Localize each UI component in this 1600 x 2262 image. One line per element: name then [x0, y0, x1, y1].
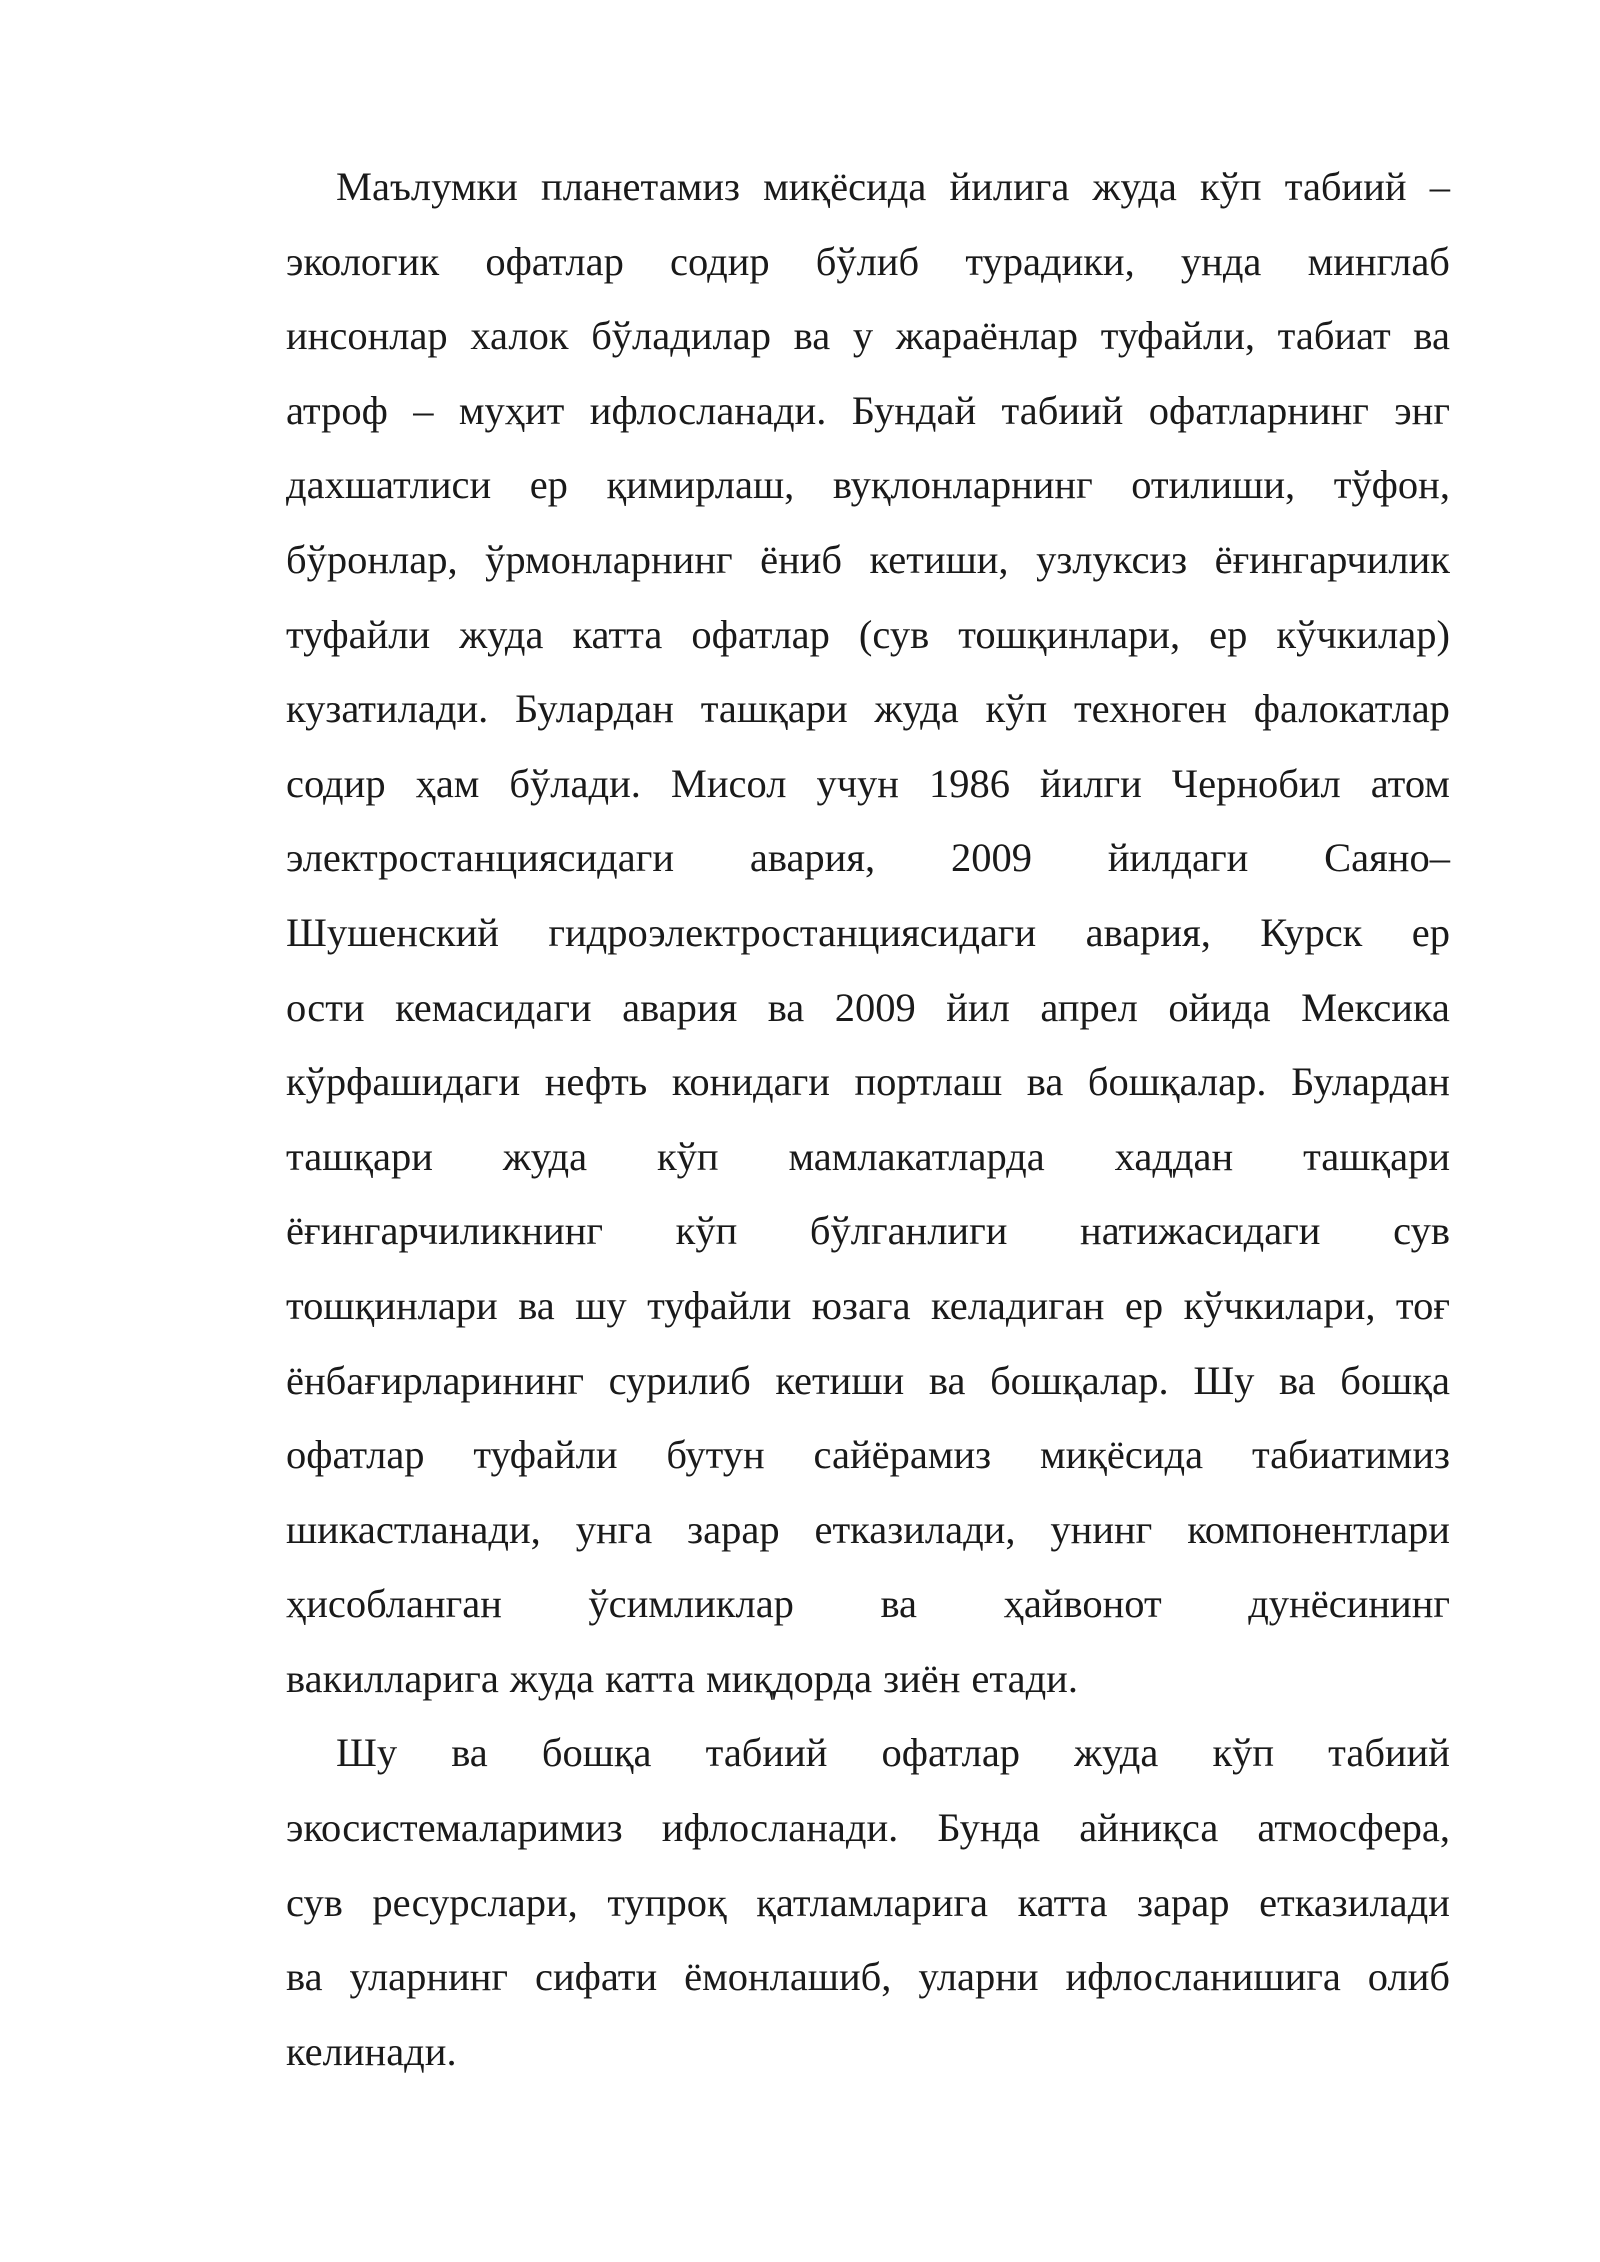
word: йил: [946, 984, 1010, 1030]
word: ёғингарчиликнинг: [286, 1208, 603, 1254]
word: кемасидаги: [395, 984, 592, 1030]
word: 2009: [834, 984, 916, 1030]
word: ер: [1411, 909, 1450, 955]
word: дахшатлиси: [286, 462, 492, 508]
word: қимирлаш,: [606, 462, 795, 508]
text-line: [286, 1269, 1450, 1344]
word: офатлар: [881, 1730, 1021, 1776]
text-line: [286, 1567, 1450, 1642]
word: олиб: [1367, 1954, 1450, 2000]
word: ва: [928, 1357, 966, 1403]
word: ифлосланади.: [661, 1805, 899, 1851]
word: ўсимликлар: [588, 1581, 794, 1627]
word: компонентлари: [1187, 1506, 1450, 1552]
word: табиий: [705, 1730, 828, 1776]
word: табиий: [1328, 1730, 1450, 1776]
word: содир: [286, 760, 386, 806]
word: авария: [622, 984, 738, 1030]
word: ёниб: [760, 536, 843, 582]
word: ва: [767, 984, 805, 1030]
word: фалокатлар: [1253, 686, 1450, 732]
word: техноген: [1073, 686, 1227, 732]
word: ва: [518, 1282, 555, 1328]
word: Чернобил: [1171, 760, 1341, 806]
word: миқёсида: [763, 164, 927, 209]
text-line: [286, 1418, 1450, 1493]
word: айниқса: [1079, 1805, 1219, 1851]
paragraph: [286, 1716, 1450, 2089]
word: ва: [1413, 313, 1450, 359]
word: бўлади.: [509, 760, 641, 806]
word: ер: [1124, 1282, 1164, 1328]
word: кўп: [985, 686, 1048, 732]
word: халок: [470, 313, 569, 359]
word: сайёрамиз: [813, 1432, 992, 1478]
word: бўладилар: [591, 313, 771, 359]
word: сифати: [534, 1954, 658, 2000]
word: ва: [1026, 1059, 1064, 1105]
word: Шу: [1193, 1357, 1255, 1403]
text-line: [286, 1791, 1450, 1866]
text-line: [286, 1344, 1450, 1419]
word: бошқа: [1340, 1357, 1450, 1403]
word: тўфон,: [1333, 462, 1450, 508]
text-line: [286, 747, 1450, 822]
text-line: [286, 1940, 1450, 2015]
word: тошқинлари: [286, 1282, 498, 1328]
word: конидаги: [671, 1059, 830, 1105]
word: шу: [575, 1282, 627, 1328]
word: зарар: [1137, 1879, 1230, 1925]
word: кетиши: [775, 1357, 905, 1403]
word: етказилади: [1259, 1879, 1450, 1925]
word: 2009: [950, 835, 1032, 881]
word: етказилади,: [814, 1506, 1016, 1552]
word: атмосфера,: [1257, 1805, 1450, 1851]
word: зиён: [883, 1655, 961, 1701]
word: ер: [1209, 611, 1248, 657]
word: ва: [1279, 1357, 1316, 1403]
word: офатларнинг: [1148, 387, 1369, 433]
text-line: [286, 1045, 1450, 1120]
text-line: [286, 1194, 1450, 1269]
word: учун: [816, 760, 899, 806]
word: офатлар: [691, 611, 830, 657]
word: атроф: [286, 387, 388, 433]
word: портлаш: [854, 1059, 1003, 1105]
word: туфайли: [286, 611, 431, 657]
word: йилги: [1039, 760, 1142, 806]
word: жуда: [874, 686, 959, 732]
word: етади.: [971, 1655, 1078, 1701]
text-line: [286, 821, 1450, 896]
word: жуда: [459, 611, 544, 657]
text-line: [286, 1120, 1450, 1195]
word: сурилиб: [608, 1357, 751, 1403]
word: унинг: [1050, 1506, 1153, 1552]
text-line: [286, 672, 1450, 747]
word: гидроэлектростанциясидаги: [548, 909, 1037, 955]
word: муҳит: [458, 387, 565, 433]
word: офатлар: [485, 238, 624, 284]
word: Бунда: [937, 1805, 1041, 1851]
word: электростанциясидаги: [286, 835, 674, 881]
word: Мисол: [670, 760, 787, 806]
word: тоғ: [1395, 1282, 1450, 1328]
text-line: [286, 225, 1450, 300]
word: туфайли: [473, 1432, 618, 1478]
word: уларни: [918, 1954, 1039, 2000]
word: табиатимиз: [1251, 1432, 1450, 1478]
word: ёғингарчилик: [1214, 536, 1450, 582]
word: атом: [1370, 760, 1450, 806]
word: кўрфашидаги: [286, 1059, 521, 1105]
word: туфайли: [647, 1282, 792, 1328]
word: тупроқ: [607, 1879, 727, 1925]
word: катта: [572, 611, 663, 657]
word: келадиган: [931, 1282, 1105, 1328]
text-line: [286, 523, 1450, 598]
word: миқдорда: [705, 1655, 873, 1701]
word: ойида: [1168, 984, 1271, 1030]
word: унда: [1180, 238, 1262, 284]
word: кўп: [1212, 1730, 1275, 1776]
word: ва: [286, 1954, 323, 2000]
word: миқёсида: [1039, 1432, 1204, 1478]
text-line: [286, 598, 1450, 673]
word: Саяно–: [1324, 835, 1450, 881]
word: вакилларига: [286, 1655, 499, 1701]
word: ва: [451, 1730, 488, 1776]
word: апрел: [1040, 984, 1138, 1030]
word: Бундай: [851, 387, 977, 433]
word: дунёсининг: [1248, 1581, 1450, 1627]
text-line: [286, 150, 1450, 225]
text-line: [286, 1866, 1450, 1941]
word: келинади.: [286, 2028, 457, 2074]
word: у: [852, 313, 874, 359]
word: кўп: [675, 1208, 738, 1254]
word: ресурслари,: [372, 1879, 578, 1925]
word: туфайли,: [1100, 313, 1255, 359]
word: жуда: [509, 1655, 595, 1701]
word: ифлосланади.: [589, 387, 827, 433]
word: жуда: [1074, 1730, 1159, 1776]
word: ҳайвонот: [1003, 1581, 1162, 1627]
word: ўрмонларнинг: [485, 536, 733, 582]
word: ташқари: [1303, 1133, 1450, 1179]
word: кўчкилари,: [1183, 1282, 1376, 1328]
word: ер: [529, 462, 568, 508]
word: ташқари: [286, 1133, 433, 1179]
text-line: [286, 374, 1450, 449]
word: ёнбағирларининг: [286, 1357, 584, 1403]
word: жуда: [502, 1133, 588, 1179]
word: нефть: [544, 1059, 648, 1105]
word: йилдаги: [1107, 835, 1249, 881]
word: юзага: [811, 1282, 911, 1328]
word: отилиши,: [1131, 462, 1296, 508]
word: жуда: [1092, 164, 1177, 209]
word: катта: [1017, 1879, 1108, 1925]
word: сув: [286, 1879, 343, 1925]
word: бошқалар.: [990, 1357, 1169, 1403]
word: Шушенский: [286, 909, 499, 955]
text-line: [286, 2015, 1450, 2090]
text-line: [286, 1642, 1450, 1717]
word: экосистемаларимиз: [286, 1805, 623, 1851]
word: Булардан: [1291, 1059, 1450, 1105]
word: жараёнлар: [895, 313, 1079, 359]
word: кузатилади.: [286, 686, 489, 732]
word: 1986: [928, 760, 1010, 806]
word: ва: [880, 1581, 918, 1627]
word: минглаб: [1307, 238, 1450, 284]
word: ва: [793, 313, 831, 359]
word: узлуксиз: [1036, 536, 1188, 582]
word: инсонлар: [286, 313, 448, 359]
document-body: [286, 150, 1450, 2089]
word: содир: [670, 238, 770, 284]
word: бўлиб: [815, 238, 920, 284]
word: хаддан: [1114, 1133, 1234, 1179]
word: ташқари: [700, 686, 848, 732]
word: бошқалар.: [1087, 1059, 1267, 1105]
word: ости: [286, 984, 365, 1030]
text-line: [286, 299, 1450, 374]
word: табиий: [1001, 387, 1124, 433]
word: (сув: [858, 611, 930, 657]
word: Маълумки: [336, 164, 518, 209]
word: вуқлонларнинг: [832, 462, 1093, 508]
text-line: [286, 1493, 1450, 1568]
word: табиий: [1284, 164, 1407, 209]
word: тошқинлари,: [958, 611, 1181, 657]
word: кўп: [1199, 164, 1262, 209]
word: офатлар: [286, 1432, 425, 1478]
word: унга: [575, 1506, 653, 1552]
word: турадики,: [965, 238, 1135, 284]
word: Шу: [336, 1730, 398, 1776]
word: планетамиз: [541, 164, 740, 209]
word: уларнинг: [349, 1954, 509, 2000]
word: Курск: [1260, 909, 1363, 955]
word: кўп: [656, 1133, 719, 1179]
word: кўчкилар): [1276, 611, 1450, 657]
word: мамлакатларда: [788, 1133, 1045, 1179]
word: –: [1429, 164, 1450, 209]
word: Мексика: [1301, 984, 1450, 1030]
word: бўронлар,: [286, 536, 458, 582]
word: бутун: [666, 1432, 765, 1478]
text-line: [286, 971, 1450, 1046]
word: –: [413, 387, 434, 433]
word: ҳам: [415, 760, 480, 806]
text-line: [286, 1716, 1450, 1791]
word: энг: [1394, 387, 1450, 433]
word: натижасидаги: [1080, 1208, 1321, 1254]
word: қатламларига: [756, 1879, 989, 1925]
word: Булардан: [515, 686, 674, 732]
word: табиат: [1277, 313, 1391, 359]
word: йилига: [949, 164, 1070, 209]
text-line: [286, 448, 1450, 523]
word: бошқа: [541, 1730, 652, 1776]
word: шикастланади,: [286, 1506, 541, 1552]
word: ифлосланишига: [1065, 1954, 1341, 2000]
word: ёмонлашиб,: [684, 1954, 892, 2000]
text-line: [286, 896, 1450, 971]
word: зарар: [687, 1506, 780, 1552]
word: ҳисобланган: [286, 1581, 502, 1627]
word: кетиши,: [869, 536, 1009, 582]
word: бўлганлиги: [809, 1208, 1008, 1254]
word: экологик: [286, 238, 440, 284]
word: сув: [1393, 1208, 1450, 1254]
word: авария,: [749, 835, 876, 881]
word: катта: [605, 1655, 695, 1701]
paragraph: [286, 150, 1450, 1716]
word: авария,: [1085, 909, 1211, 955]
